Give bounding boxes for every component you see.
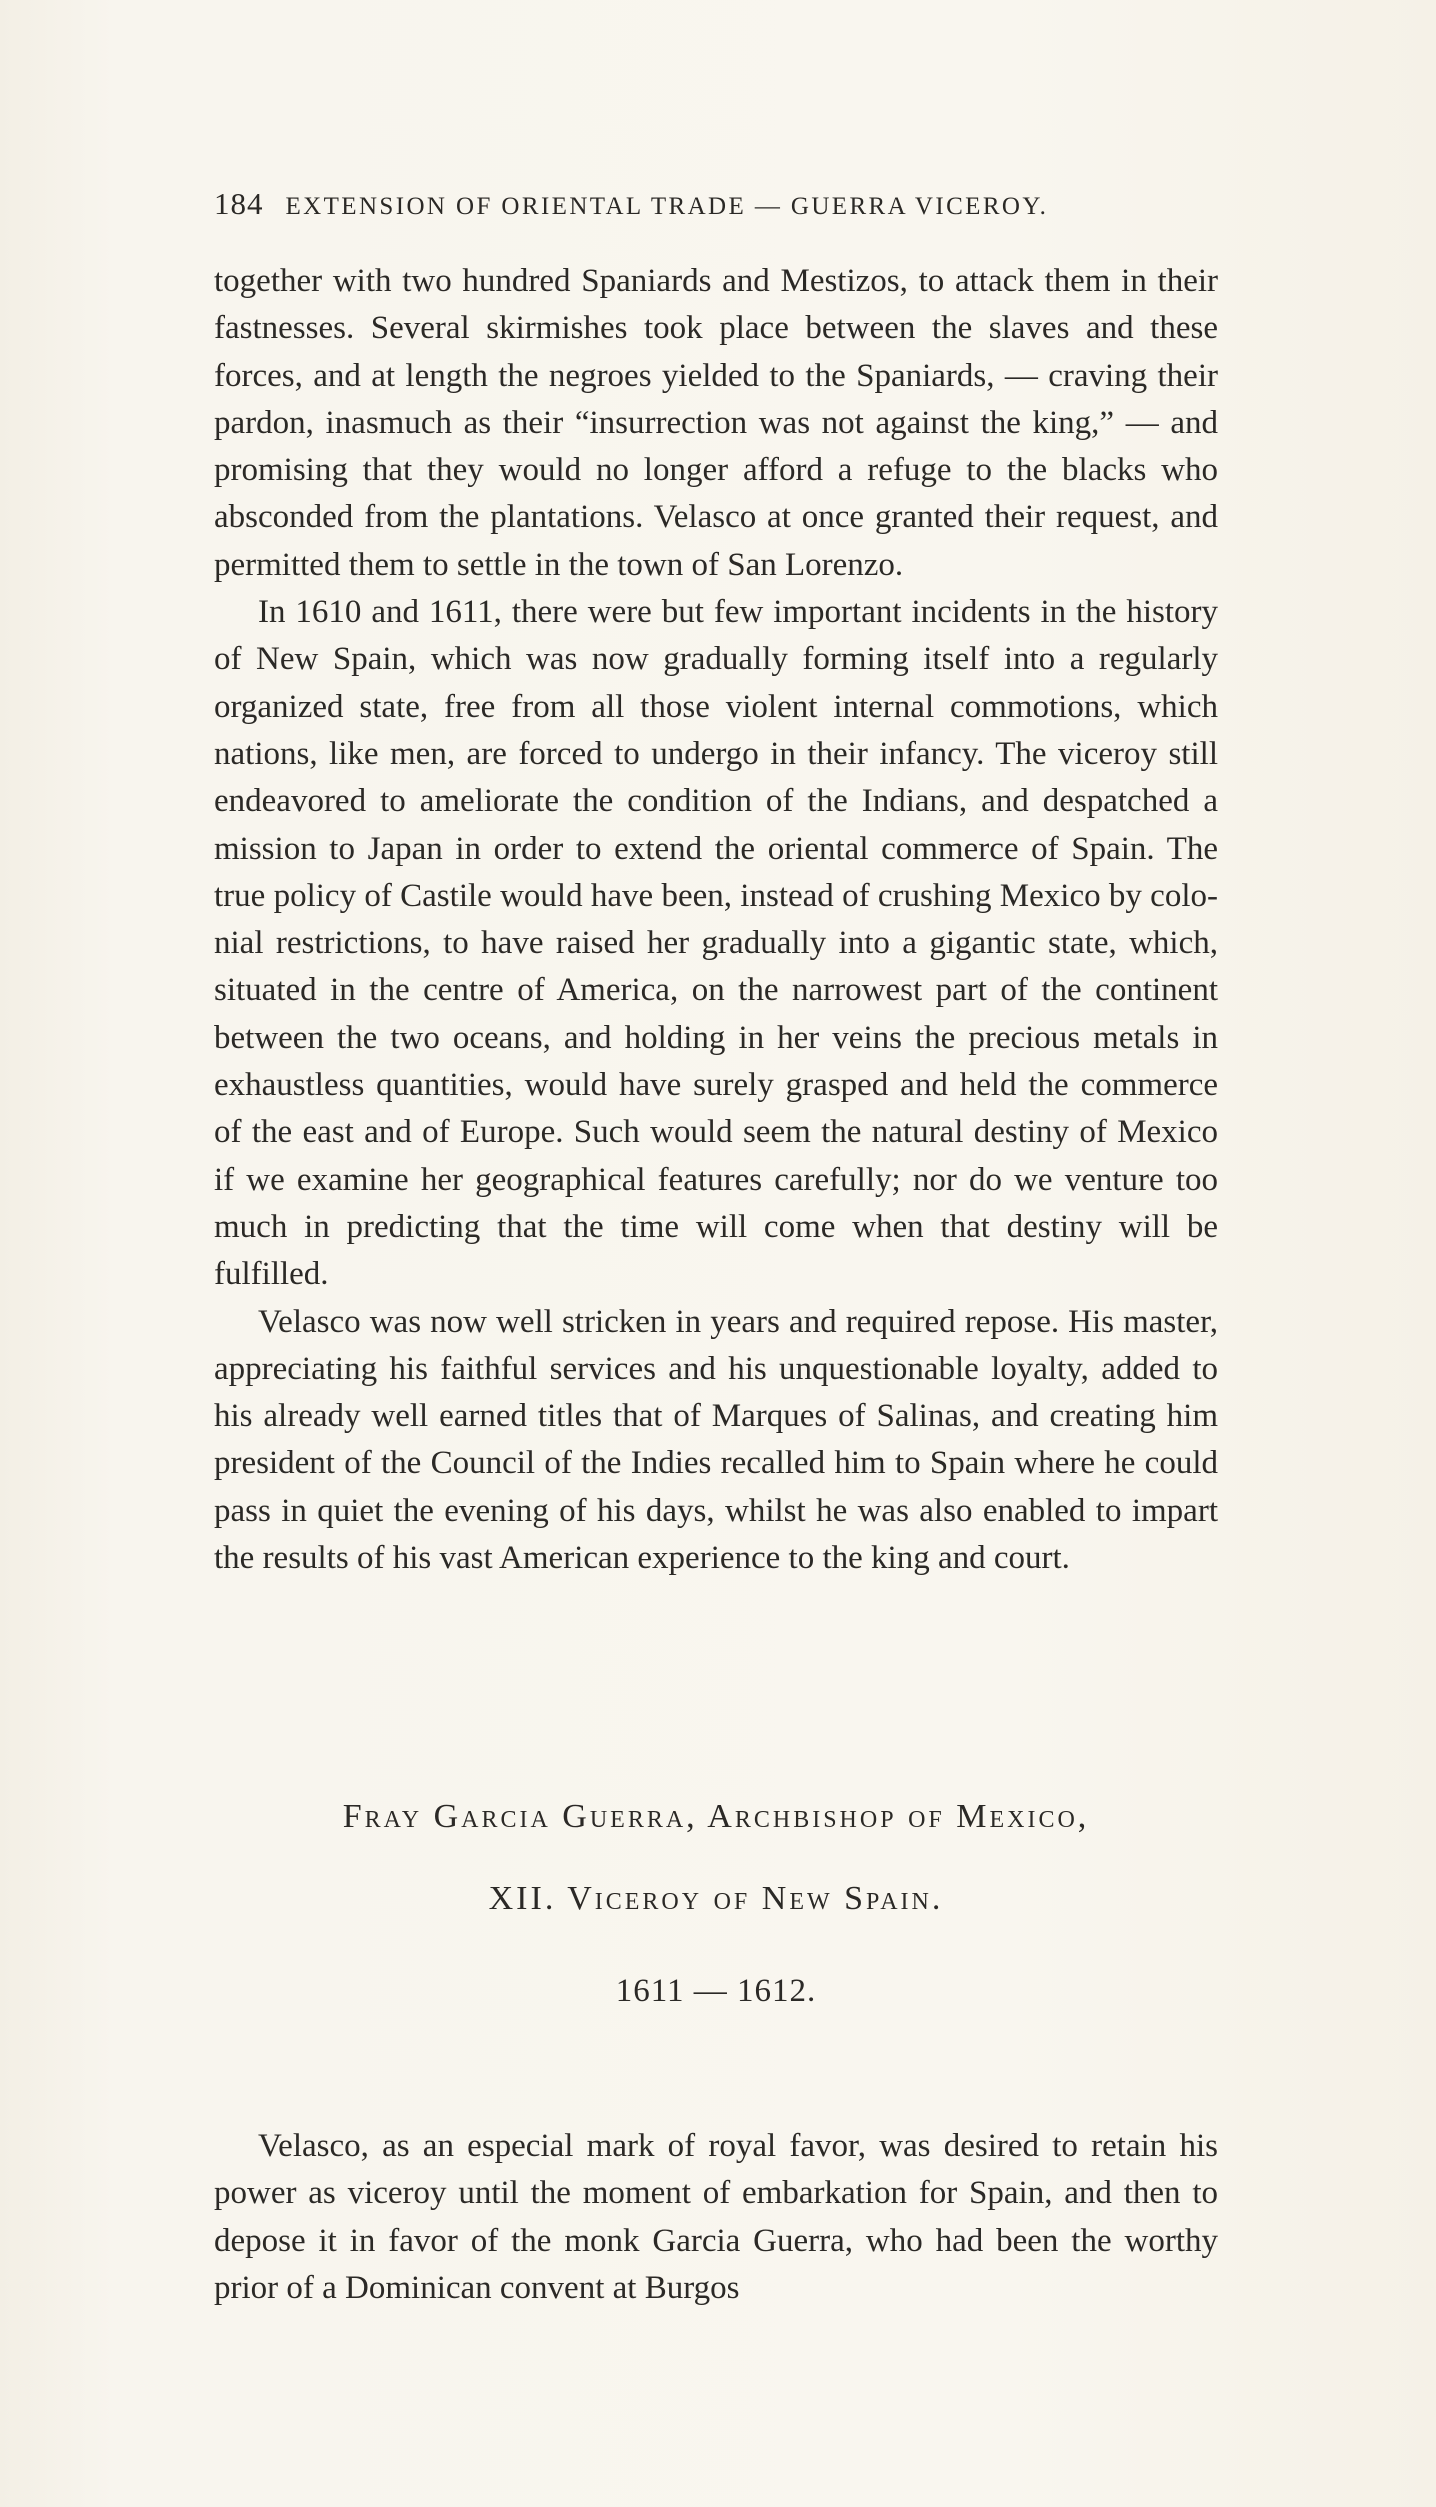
closing-text	[214, 2123, 1218, 2312]
running-head-title: EXTENSION OF ORIENTAL TRADE — GUERRA VICEROY.	[285, 193, 1049, 220]
page-number: 184	[214, 186, 264, 221]
section-heading-title: Fray Garcia Guerra, Archbishop of Mexico,	[342, 1798, 1090, 1835]
paragraph-1: together with two hundred Spaniards and Mestizos, to attack them in their fastnesses. Several skirmishes took place between the slaves and these forces, and at length the negroes yielded to the Spaniards, — craving their pardon, inasmuch as their “insurrection was not against the king,” — and promising that they would no longer afford a refuge to the blacks who absconded from the plantations. Velasco at once granted their request, and permitted them to settle in the town of San Lorenzo.	[214, 263, 1218, 583]
running-head	[214, 186, 1218, 222]
body-text	[214, 258, 1218, 1582]
paragraph-3: Velasco was now well stricken in years and required repose. His master, appreciating his faithful services and his unquestionable loyalty, added to his already well earned titles that of Marques of Salinas, and creating him president of the Council of the Indies recalled him to Spain where he could pass in quiet the evening of his days, whilst he was also enabled to impart the results of his vast American experience to the king and court.	[214, 1303, 1218, 1577]
section-heading-subtitle: XII. Viceroy of New Spain.	[488, 1880, 944, 1917]
paragraph-2: In 1610 and 1611, there were but few important incidents in the history of New Spain, which was now gradually forming itself into a regularly organized state, free from all those violent internal commotions, which nations, like men, are forced to undergo in their infancy. The viceroy still endeavored to ameliorate the condition of the Indians, and despatched a mission to Japan in order to extend the oriental commerce of Spain. The true policy of Castile would have been, instead of crushing Mexico by colonial restrictions, to have raised her gradually into a gigantic state, which, situated in the centre of America, on the narrowest part of the continent between the two oceans, and holding in her veins the precious metals in exhaustless quantities, would have surely grasped and held the commerce of the east and of Europe. Such would seem the natural destiny of Mexico if we examine her geographical features carefully; nor do we venture too much in predicting that the time will come when that destiny will be fulfilled.	[214, 594, 1218, 1293]
section-heading	[214, 1795, 1218, 2010]
section-heading-dates: 1611 — 1612.	[615, 1973, 817, 2009]
paragraph-4: Velasco, as an especial mark of royal favor, was desired to retain his power as viceroy until the moment of embarkation for Spain, and then to depose it in favor of the monk Garcia Guerra, who had been the worthy prior of a Dominican convent at Burgos	[214, 2128, 1218, 2306]
